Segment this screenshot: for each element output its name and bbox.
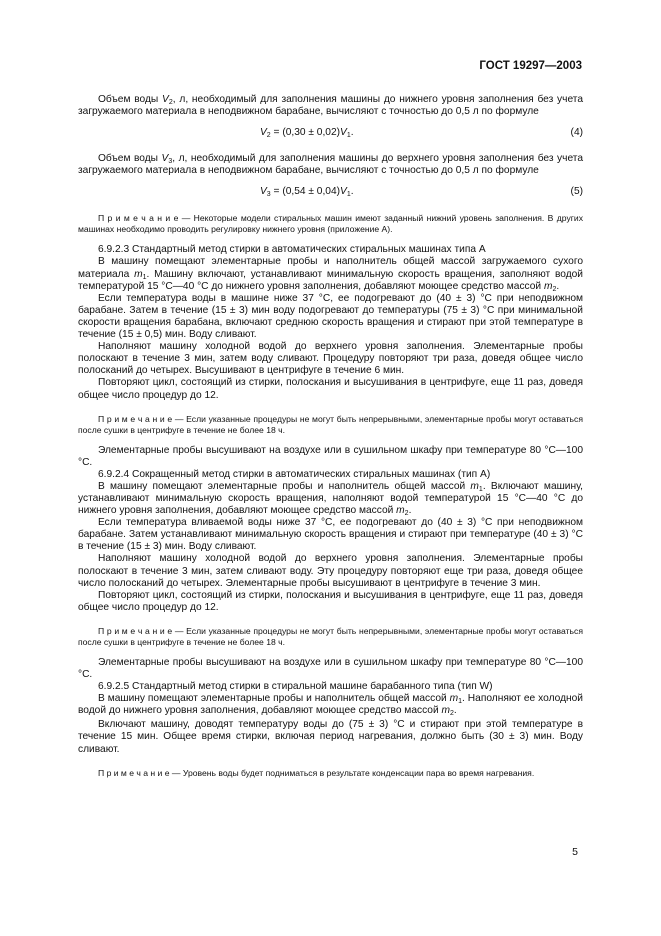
drying-paragraph-1: Элементарные пробы высушивают на воздухе или в сушильном шкафу при температуре 80 °С—100 °С. [78, 444, 583, 468]
section-6925-title: 6.9.2.5 Стандартный метод стирки в стиральной машине барабанного типа (тип W) [98, 681, 493, 693]
formula-5: $V_3 = (0,54 \pm 0,04)V_1$. (5) [260, 186, 583, 199]
document-body [78, 94, 583, 788]
standard-number: ГОСТ 19297—2003 [479, 60, 582, 72]
formula-number: (5) [570, 186, 583, 198]
section-6923-p2: Если температура воды в машине ниже 37 °С, ее подогревают до (40 ± 3) °С при неподвижном барабане. Затем в течение (15 ± 3) мин воду подогревают до температуры (75 ± 3) °С при минимальной скорости вращения барабана, включают среднюю скорость вращения и стирают при этой температуре в течение (15 ± 0,5) мин. Воду сливают. [78, 292, 583, 341]
section-6924-p1: В машину помещают элементарные пробы и наполнитель общей массой $m_1$. Включают машину, устанавливают минимальную скорость вращения, наполняют водой температурой 15 °С—40 °С до нижнего уровня заполнения, добавляют моющее средство массой $m_2$. [78, 480, 583, 518]
section-6923-p4: Повторяют цикл, состоящий из стирки, полоскания и высушивания в центрифуге, еще 11 раз, доведя общее число процедур до 12. [78, 377, 583, 401]
formula-4: $V_2 = (0,30 \pm 0,02)V_1$. (4) [260, 127, 583, 140]
section-6923-title: 6.9.2.3 Стандартный метод стирки в автоматических стиральных машинах типа А [98, 244, 486, 256]
page-number: 5 [572, 846, 578, 858]
section-6925-p1: В машину помещают элементарные пробы и наполнитель общей массой $m_1$. Наполняют ее холодной водой до нижнего уровня заполнения, добавляют моющее средство массой $m_2$. [78, 693, 583, 718]
note-1: П р и м е ч а н и е — Некоторые модели стиральных машин имеют заданный нижний уровень заполнения. В других машинах необходимо проводить регулировку нижнего уровня (приложение А). [78, 213, 583, 235]
section-6924-p4: Повторяют цикл, состоящий из стирки, полоскания и высушивания в центрифуге, еще 11 раз, доведя общее число процедур до 12. [78, 589, 583, 613]
section-6924-title: 6.9.2.4 Сокращенный метод стирки в автоматических стиральных машинах (тип А) [98, 468, 491, 480]
section-6924-p2: Если температура вливаемой воды ниже 37 °С, ее подогревают до (40 ± 3) °С при неподвижном барабане. Затем устанавливают минимальную скорость вращения и стирают при температуре (40 ± 3) °С в течение (15 ± 3) мин. Воду сливают. [78, 517, 583, 553]
paragraph-v2: Объем воды $V_2$, л, необходимый для заполнения машины до нижнего уровня заполнения без учета загружаемого материала в неподвижном барабане, вычисляют с точностью до 0,5 л по формуле [78, 94, 584, 118]
note-2: П р и м е ч а н и е — Если указанные процедуры не могут быть непрерывными, элементарные пробы могут оставаться после сушки в центрифуге в течение не более 18 ч. [78, 413, 583, 435]
note-3: П р и м е ч а н и е — Если указанные процедуры не могут быть непрерывными, элементарные пробы могут оставаться после сушки в центрифуге в течение не более 18 ч. [78, 625, 583, 647]
note-4: П р и м е ч а н и е — Уровень воды будет подниматься в результате конденсации пара во время нагревания. [98, 767, 535, 778]
drying-paragraph-2: Элементарные пробы высушивают на воздухе или в сушильном шкафу при температуре 80 °С—100 °С. [78, 656, 583, 680]
section-6923-p1: В машину помещают элементарные пробы и наполнитель общей массой загружаемого сухого материала $m_1$. Машину включают, устанавливают минимальную скорость вращения, заполняют водой температурой 15 °С—40 °С до нижнего уровня заполнения, добавляют моющее средство массой $m_2$. [78, 256, 583, 293]
section-6924-p3: Наполняют машину холодной водой до верхнего уровня заполнения. Элементарные пробы полоскают в течение 3 мин, затем сливают воду. Эту процедуру повторяют еще три раза, доведя общее число полосканий до четырех. Элементарные пробы высушивают в центрифуге в течение 3 мин. [78, 553, 583, 589]
section-6923-p3: Наполняют машину холодной водой до верхнего уровня заполнения. Элементарные пробы полоскают в течение 3 мин, затем воду сливают. Процедуру повторяют три раза, доведя общее число полосканий до четырех. Высушивают в центрифуге в течение 6 мин. [78, 341, 583, 377]
section-6925-p2: Включают машину, доводят температуру воды до (75 ± 3) °С и стирают при этой температуре в течение 15 мин. Общее время стирки, включая период нагревания, должно быть (30 ± 3) мин. Воду сливают. [78, 719, 583, 755]
paragraph-v3: Объем воды $V_3$, л, необходимый для заполнения машины до верхнего уровня заполнения без учета загружаемого материала в неподвижном барабане, вычисляют с точностью до 0,5 л по формуле [78, 153, 584, 177]
formula-number: (4) [570, 127, 583, 139]
